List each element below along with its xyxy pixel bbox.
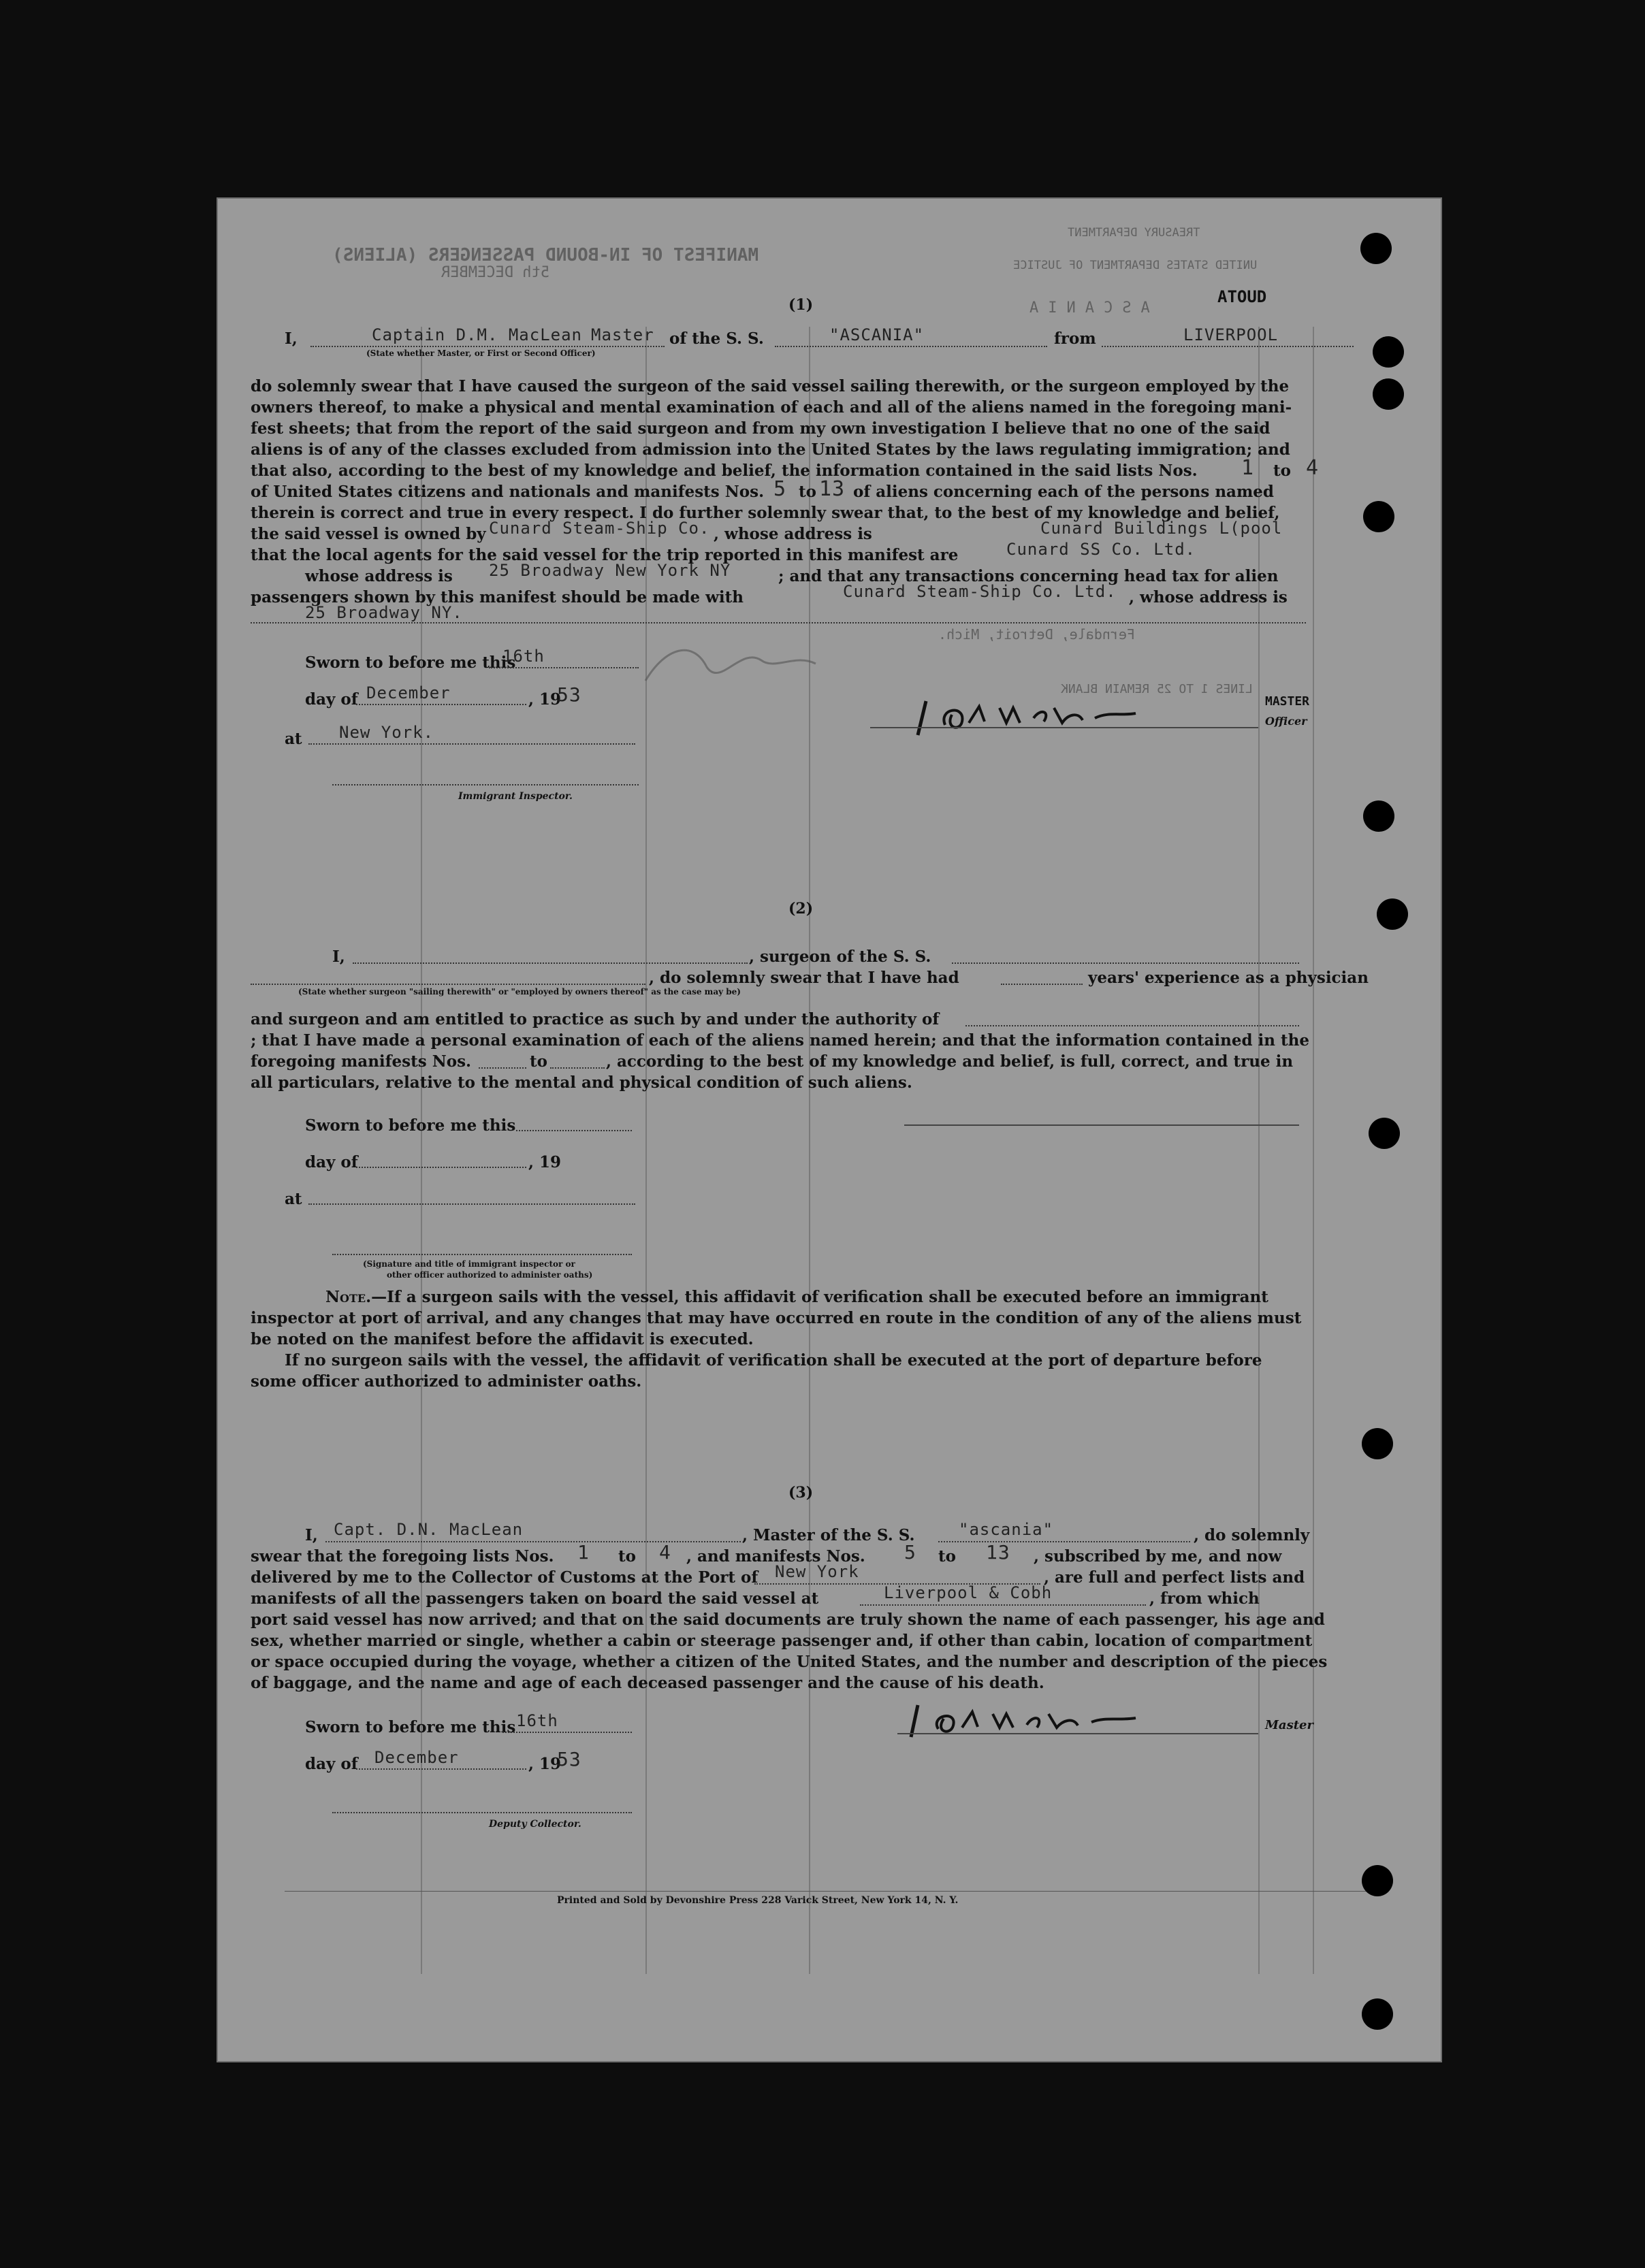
s3-line-7: or space occupied during the voyage, whether a citizen of the United States, and the number and description of the pieces <box>251 1653 1328 1671</box>
s2-years-line <box>1001 984 1083 985</box>
s2-sig-caption-1: (Signature and title of immigrant inspector or <box>363 1259 575 1269</box>
s2-sig-caption-2: other officer authorized to administer oaths) <box>387 1270 593 1280</box>
s1-day-of-label: day of <box>305 690 358 709</box>
s2-to-line <box>550 1067 605 1069</box>
s1-manifest-to: 13 <box>819 477 846 501</box>
s1-address-line <box>251 622 1306 623</box>
binder-hole <box>1362 1428 1393 1459</box>
master-stamp: MASTER <box>1265 694 1310 709</box>
s3-lists-to: 4 <box>659 1541 671 1564</box>
bleed-date: 5th DECEMBER <box>441 264 549 281</box>
s2-month-line <box>356 1167 526 1168</box>
s1-sworn-label: Sworn to before me this <box>305 653 516 672</box>
section-1-number: (1) <box>788 296 814 314</box>
s3-captain-name: Capt. D.N. MacLean <box>334 1520 524 1539</box>
s1-line-9: that the local agents for the said vessel for the trip reported in this manifest are <box>251 546 959 564</box>
binder-hole <box>1362 1998 1393 2030</box>
s1-officer-caption: Officer <box>1265 715 1307 728</box>
bleed-dept2: UNITED STATES DEPARTMENT OF JUSTICE <box>1013 259 1258 272</box>
s1-name-line <box>310 346 665 347</box>
s2-line-4: ; that I have made a personal examination of each of the aliens named herein; and that the information contained in the <box>251 1031 1309 1050</box>
s2-year-prefix: , 19 <box>528 1153 562 1171</box>
s3-line-2b: , and manifests Nos. <box>686 1547 865 1566</box>
s3-month: December <box>374 1748 459 1767</box>
s3-collector-caption: Deputy Collector. <box>489 1819 581 1830</box>
s1-port-line <box>1102 346 1354 347</box>
s2-at-label: at <box>285 1190 302 1208</box>
s2-note-4: If no surgeon sails with the vessel, the affidavit of verification shall be executed at the port of departure before <box>285 1351 1262 1370</box>
s2-from-line <box>479 1067 526 1069</box>
bleed-code: ATOUD <box>1217 287 1267 306</box>
s3-to: to <box>618 1547 636 1566</box>
s1-manifest-from: 5 <box>773 477 787 501</box>
s1-line-11a: passengers shown by this manifest should be made with <box>251 588 744 606</box>
bleed-dept: TREASURY DEPARTMENT <box>1068 226 1200 240</box>
s1-owner-address: Cunard Buildings L(pool <box>1040 519 1283 538</box>
s3-line-3b: , are full and perfect lists and <box>1044 1568 1305 1587</box>
s2-caption: (State whether surgeon "sailing therewith" or "employed by owners thereof" as the case may be) <box>298 987 741 997</box>
s1-line-2: owners thereof, to make a physical and mental examination of each and all of the aliens named in the foregoing mani- <box>251 398 1292 417</box>
s2-line-2b: years' experience as a physician <box>1088 969 1369 987</box>
s1-line-6a: of United States citizens and nationals and manifests Nos. <box>251 483 765 501</box>
s3-sworn-day: 16th <box>516 1711 558 1730</box>
s1-line-7: therein is correct and true in every respect. I do further solemnly swear that, to the best of my knowledge and belief, <box>251 504 1280 522</box>
s3-year: 53 <box>557 1748 581 1770</box>
s1-rank: Master <box>591 325 654 344</box>
s3-line-6: sex, whether married or single, whether a cabin or steerage passenger and, if other than cabin, location of compartment <box>251 1632 1313 1650</box>
s3-line-2a: swear that the foregoing lists Nos. <box>251 1547 554 1566</box>
s3-day-line <box>502 1732 632 1733</box>
s3-master-caption: Master <box>1265 1718 1313 1732</box>
s1-line-4: aliens is of any of the classes excluded from admission into the United States by the laws regulating immigration; and <box>251 440 1290 459</box>
s2-name-line <box>353 962 748 964</box>
bleed-title: MANIFEST OF IN-BOUND PASSENGERS (ALIENS) <box>332 245 759 265</box>
s1-inspector-line <box>332 784 639 785</box>
s1-inspector-caption: Immigrant Inspector. <box>458 791 573 802</box>
s3-day-of-label: day of <box>305 1755 358 1773</box>
s2-line-5c: , according to the best of my knowledge and belief, is full, correct, and true in <box>606 1052 1294 1071</box>
bleed-scribble <box>639 633 829 694</box>
s3-manifest-to: 13 <box>986 1541 1010 1564</box>
s1-vessel: "ASCANIA" <box>829 325 925 344</box>
s2-line-5b: to <box>530 1052 547 1071</box>
s1-headtax-agent: Cunard Steam-Ship Co. Ltd. <box>843 582 1117 601</box>
s1-captain-name: Captain D.M. MacLean <box>372 325 582 344</box>
s1-line-5: that also, according to the best of my knowledge and belief, the information contained in the said lists Nos. <box>251 461 1198 480</box>
s2-day-of-label: day of <box>305 1153 358 1171</box>
s1-month: December <box>366 683 451 702</box>
s1-year: 53 <box>557 683 581 706</box>
s3-sworn-label: Sworn to before me this <box>305 1718 516 1736</box>
s1-at-label: at <box>285 730 302 748</box>
s2-vessel-line <box>952 962 1299 964</box>
s2-line-2a: , do solemnly swear that I have had <box>649 969 959 987</box>
s2-sig-line <box>332 1254 632 1255</box>
s3-line-1a: I, <box>305 1526 318 1544</box>
s1-sworn-day: 16th <box>502 647 545 666</box>
s2-note-3: be noted on the manifest before the affidavit is executed. <box>251 1330 754 1348</box>
s1-owner: Cunard Steam-Ship Co. <box>489 519 710 538</box>
s1-from-label: from <box>1054 329 1096 348</box>
s2-signature-line <box>904 1124 1299 1126</box>
manifest-page <box>217 197 1442 2062</box>
s3-collector-line <box>332 1812 632 1813</box>
s2-place-line <box>308 1203 635 1205</box>
s3-from-ports-line <box>860 1604 1146 1606</box>
s2-sworn-label: Sworn to before me this <box>305 1116 516 1135</box>
s1-vessel-line <box>775 346 1047 347</box>
s1-line-8b: , whose address is <box>714 525 872 543</box>
s2-line-1b: , surgeon of the S. S. <box>749 947 931 966</box>
s3-line-1c: , do solemnly <box>1194 1526 1310 1544</box>
binder-hole <box>1377 898 1408 930</box>
binder-hole <box>1363 501 1394 532</box>
s1-agents: Cunard SS Co. Ltd. <box>1006 540 1196 559</box>
printer-footer: Printed and Sold by Devonshire Press 228 Varick Street, New York 14, N. Y. <box>557 1895 959 1906</box>
s2-line-5a: foregoing manifests Nos. <box>251 1052 472 1071</box>
s2-line-6: all particulars, relative to the mental and physical condition of such aliens. <box>251 1073 912 1092</box>
s1-of-ss: of the S. S. <box>669 329 764 348</box>
master-signature <box>904 681 1149 742</box>
s1-agents-address: 25 Broadway New York NY <box>489 561 731 580</box>
s3-line-3a: delivered by me to the Collector of Customs at the Port of <box>251 1568 758 1587</box>
s3-line-2c: , subscribed by me, and now <box>1034 1547 1282 1566</box>
binder-hole <box>1363 800 1394 832</box>
s3-vessel-line <box>938 1541 1190 1542</box>
s1-day-line <box>489 667 639 668</box>
s1-line-11b: , whose address is <box>1129 588 1288 606</box>
binder-hole <box>1360 233 1392 264</box>
s2-note-1 <box>325 1286 1268 1308</box>
s3-line-1b: , Master of the S. S. <box>742 1526 915 1544</box>
s1-lists-from: 1 <box>1241 456 1255 480</box>
s1-headtax-address: 25 Broadway NY. <box>305 603 463 622</box>
binder-hole <box>1373 378 1404 410</box>
s3-signature-line <box>897 1733 1258 1734</box>
binder-hole <box>1362 1865 1393 1896</box>
note-text: —If a surgeon sails with the vessel, this affidavit of verification shall be executed before an immigrant <box>371 1288 1268 1306</box>
s2-authority-line <box>965 1025 1299 1026</box>
s1-line-1: do solemnly swear that I have caused the surgeon of the said vessel sailing therewith, or the surgeon employed by the <box>251 377 1290 395</box>
s2-note-5: some officer authorized to administer oaths. <box>251 1372 642 1391</box>
s1-intro: I, <box>285 329 298 348</box>
s1-month-line <box>356 704 526 705</box>
bleed-ship: ASCANIA <box>1020 299 1150 317</box>
s3-lists-from: 1 <box>577 1541 590 1564</box>
s2-note-2: inspector at port of arrival, and any changes that may have occurred en route in the condition of any of the aliens must <box>251 1309 1302 1327</box>
s3-line-4a: manifests of all the passengers taken on board the said vessel at <box>251 1589 819 1608</box>
s3-from-ports: Liverpool & Cobh <box>884 1583 1053 1602</box>
s3-port: New York <box>775 1562 859 1581</box>
s1-place: New York. <box>339 723 434 742</box>
s3-year-prefix: , 19 <box>528 1755 562 1773</box>
s1-lists-to: 4 <box>1306 456 1320 480</box>
binder-hole <box>1373 336 1404 368</box>
section-3-number: (3) <box>788 1484 814 1502</box>
bleed-address: Ferndale, Detroit, Mich. <box>938 626 1135 643</box>
s3-month-line <box>356 1768 526 1770</box>
binder-hole <box>1369 1118 1400 1149</box>
s2-line-1a: I, <box>332 947 345 966</box>
s2-sailing-line <box>251 984 645 985</box>
s3-line-8: of baggage, and the name and age of each deceased passenger and the cause of his death. <box>251 1674 1044 1692</box>
s1-line-10b: ; and that any transactions concerning head tax for alien <box>778 567 1279 585</box>
s3-name-line <box>325 1541 741 1542</box>
s1-to-2: to <box>799 483 816 501</box>
s3-manifest-from: 5 <box>904 1541 916 1564</box>
s1-line-10a: whose address is <box>305 567 453 585</box>
s1-signature-line <box>870 727 1258 728</box>
s1-line-6b: of aliens concerning each of the persons named <box>853 483 1275 501</box>
bleed-lines: LINES 1 TO 25 REMAIN BLANK <box>1061 682 1253 696</box>
s1-year-prefix: , 19 <box>528 690 562 709</box>
s1-line-3: fest sheets; that from the report of the said surgeon and from my own investigation I believe that no one of the said <box>251 419 1271 438</box>
s1-to: to <box>1273 461 1291 480</box>
s3-to-2: to <box>938 1547 956 1566</box>
s1-port: LIVERPOOL <box>1183 325 1279 344</box>
master-signature-2 <box>897 1695 1156 1743</box>
note-label: Note. <box>325 1288 372 1306</box>
s1-line-8a: the said vessel is owned by <box>251 525 486 543</box>
s1-place-line <box>308 743 635 745</box>
s3-line-5: port said vessel has now arrived; and that on the said documents are truly shown the name of each passenger, his age and <box>251 1610 1325 1629</box>
s3-line-4b: , from which <box>1149 1589 1260 1608</box>
s2-line-3: and surgeon and am entitled to practice as such by and under the authority of <box>251 1010 940 1028</box>
section-2-number: (2) <box>788 900 814 918</box>
s3-vessel: "ascania" <box>959 1520 1054 1539</box>
footer-rule <box>285 1891 1374 1892</box>
s1-rank-caption: (State whether Master, or First or Second Officer) <box>366 349 596 358</box>
s2-day-line <box>516 1130 632 1131</box>
